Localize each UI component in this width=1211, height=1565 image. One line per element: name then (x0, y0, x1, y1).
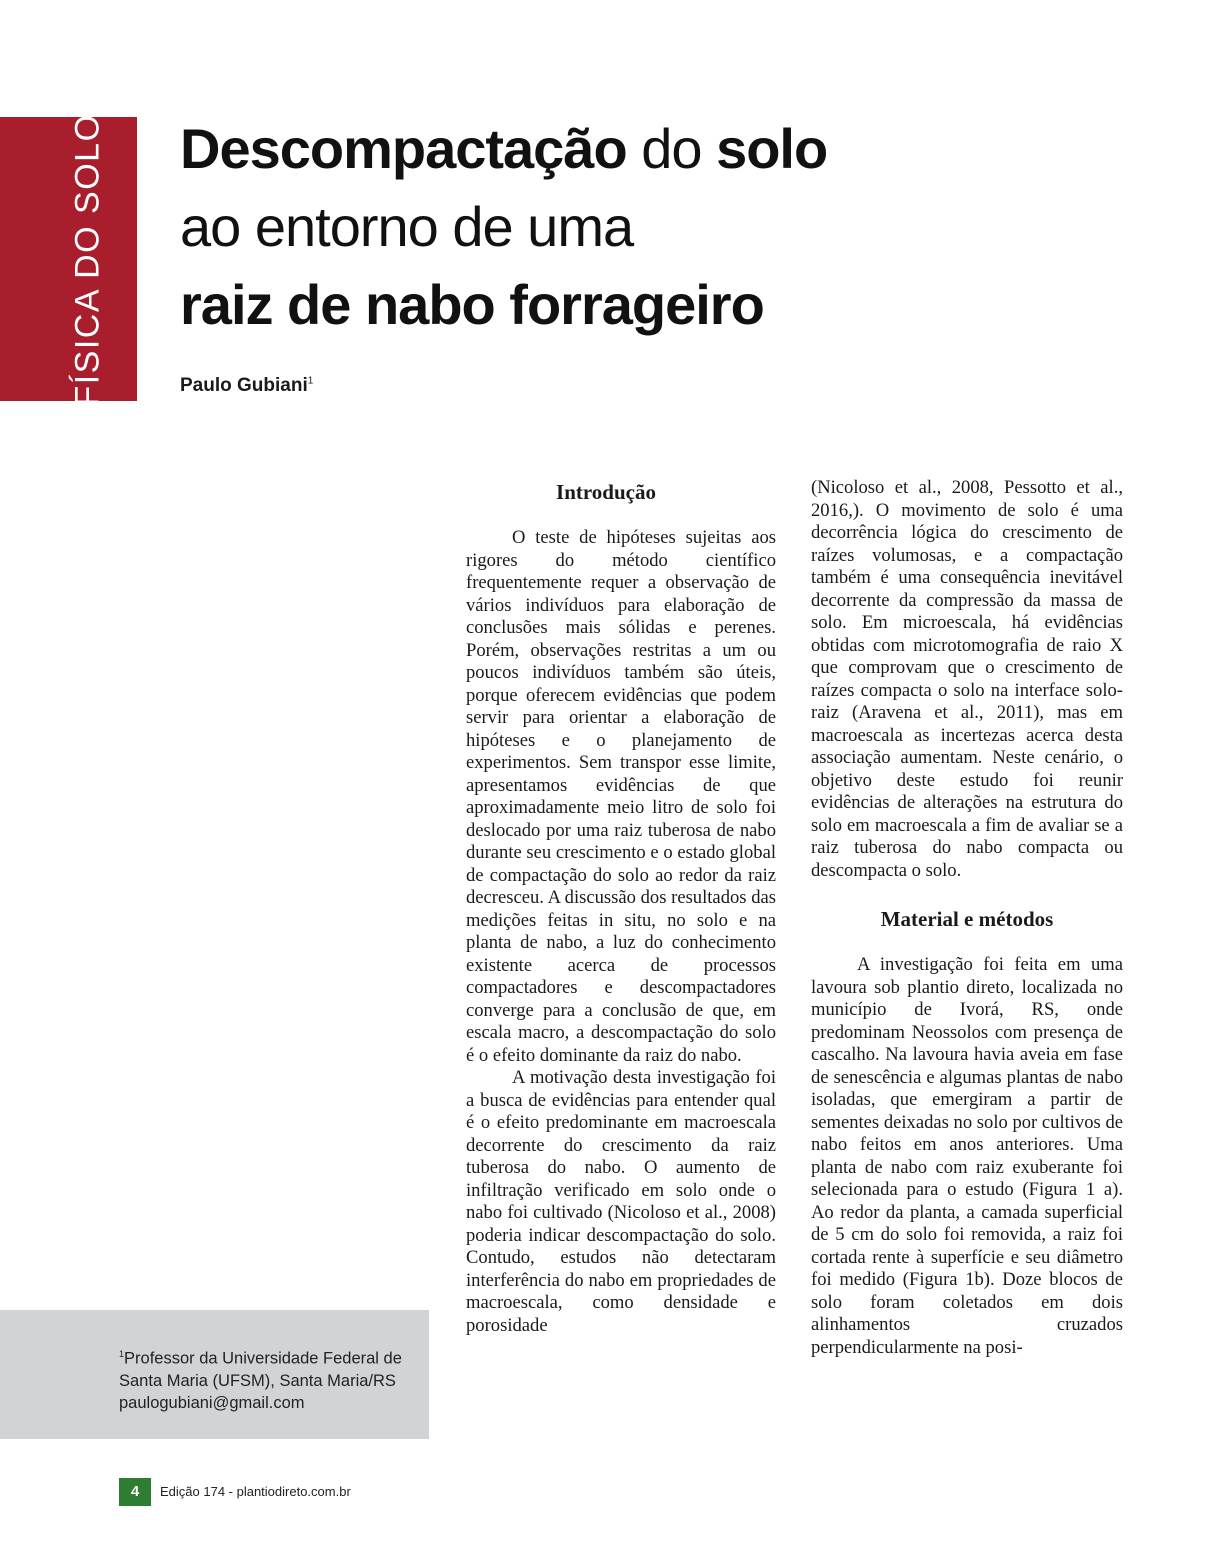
author-footnote-mark: 1 (307, 375, 314, 387)
footnote-email: paulogubiani@gmail.com (119, 1393, 305, 1412)
author-byline (180, 375, 313, 397)
title-line-3: raiz de nabo forrageiro (180, 273, 764, 336)
text-column-2 (811, 477, 1123, 1359)
article-title (180, 110, 880, 344)
footer-edition-text: Edição 174 - plantiodireto.com.br (160, 1484, 351, 1499)
author-name: Paulo Gubiani (180, 375, 308, 396)
footnote-mark: 1 (119, 1349, 125, 1359)
paragraph: A motivação desta investigação foi a busca de evidências para entender qual é o efeito predominante em macroescala decorrente do crescimento da raiz tuberosa do nabo. O aumento de infiltração verificado em solo onde o nabo foi cultivado (Nicoloso et al., 2008) poderia indicar descompactação do solo. Contudo, estudos não detectaram interferência do nabo em propriedades de macroescala, como densidade e porosidade (466, 1067, 776, 1336)
author-footnote (119, 1343, 419, 1414)
title-line-1: Descompactação do solo (180, 117, 828, 180)
section-heading-introducao: Introdução (556, 480, 656, 504)
footnote-affiliation: Professor da Universidade Federal de Santa Maria (UFSM), Santa Maria/RS (119, 1349, 402, 1390)
page-number: 4 (119, 1478, 151, 1506)
title-line-2: ao entorno de uma (180, 195, 634, 258)
section-heading-material-metodos: Material e métodos (880, 907, 1054, 931)
paragraph: O teste de hipóteses sujeitas aos rigores do método científico frequentemente requer a observação de vários indivíduos para elaboração de conclusões mais sólidas e perenes. Porém, observações restritas a um ou poucos indivíduos também são úteis, porque oferecem evidências que podem servir para orientar a elaboração de hipóteses e o planejamento de experimentos. Sem transpor esse limite, apresentamos evidências de que aproximadamente meio litro de solo foi deslocado por uma raiz tuberosa de nabo durante seu crescimento e o estado global de compactação do solo ao redor da raiz decresceu. A discussão dos resultados das medições feitas in situ, no solo e na planta de nabo, a luz do conhecimento existente acerca de processos compactadores e descompactadores converge para a conclusão de que, em escala macro, a descompactação do solo é o efeito dominante da raiz do nabo. (466, 527, 776, 1066)
text-column-1 (466, 477, 776, 1337)
paragraph: (Nicoloso et al., 2008, Pessotto et al., 2016,). O movimento de solo é uma decorrência lógica do crescimento de raízes volumosas, e a compactação também é uma consequência inevitável decorrente da compressão da massa de solo. Em microescala, há evidências obtidas com microtomografia de raio X que comprovam que o crescimento de raízes compacta o solo na interface solo-raiz (Aravena et al., 2011), mas em macroescala as incertezas acerca desta associação aumentam. Neste cenário, o objetivo deste estudo foi reunir evidências de alterações na estrutura do solo em macroescala a fim de avaliar se a raiz tuberosa do nabo compacta ou descompacta o solo. (811, 477, 1123, 881)
section-label: FÍSICA DO SOLO (68, 113, 107, 407)
paragraph: A investigação foi feita em uma lavoura sob plantio direto, localizada no município de Ivorá, RS, onde predominam Neossolos com presença de cascalho. Na lavoura havia aveia em fase de senescência e algumas plantas de nabo isoladas, que emergiram a partir de sementes deixadas no solo por cultivos de nabo feitos em anos anteriores. Uma planta de nabo com raiz exuberante foi selecionada para o estudo (Figura 1 a). Ao redor da planta, a camada superficial de 5 cm do solo foi removida, a raiz foi cortada rente à superfície e seu diâmetro foi medido (Figura 1b). Doze blocos de solo foram coletados em dois alinhamentos cruzados perpendicularmente na posi- (811, 954, 1123, 1358)
